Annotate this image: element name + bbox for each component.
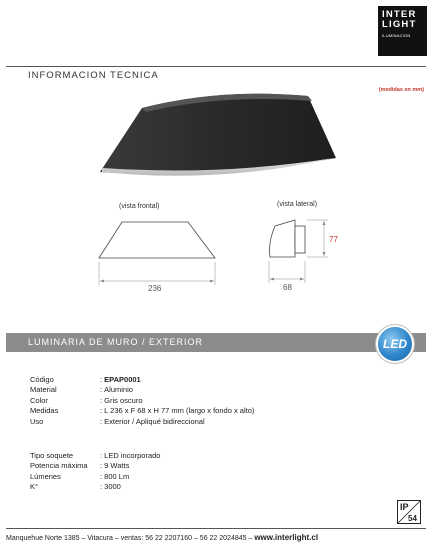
spec-separator: :: [100, 461, 105, 471]
front-view-label: (vista frontal): [119, 203, 160, 210]
spec-value: 3000: [104, 482, 121, 492]
spec-value: L 236 x F 68 x H 77 mm (largo x fondo x alto): [104, 406, 255, 416]
category-bar: [6, 333, 426, 352]
footer-separator: –: [193, 535, 198, 542]
footer-divider: [6, 528, 426, 529]
depth-dimension: 68: [283, 283, 292, 292]
spec-row: [30, 461, 160, 471]
footer-separator: –: [114, 535, 119, 542]
spec-value: LED incorporado: [104, 451, 161, 460]
ip-label: IP: [400, 502, 409, 512]
footer-website-link[interactable]: www.interlight.cl: [254, 533, 319, 542]
led-badge: LED: [376, 325, 414, 363]
spec-row: [30, 482, 160, 492]
spec-row: [30, 396, 254, 406]
spec-value: EPAP0001: [104, 375, 141, 384]
spec-separator: :: [100, 451, 105, 460]
footer-sales-phone: ventas: 56 22 2207160: [120, 535, 192, 542]
footer: [6, 533, 428, 542]
spec-label: Uso: [30, 416, 44, 426]
footer-separator: –: [248, 535, 253, 542]
spec-label: Material: [30, 385, 57, 395]
spec-separator: :: [100, 395, 105, 405]
spec-value: 9 Watts: [104, 461, 130, 471]
brand-line-2: LIGHT: [382, 19, 417, 30]
spec-row: [30, 451, 160, 461]
side-view-shape: [270, 220, 295, 257]
footer-separator: –: [81, 535, 86, 542]
ip-rating-badge: [397, 500, 421, 524]
ip-value: 54: [408, 514, 417, 523]
width-dimension: 236: [148, 284, 162, 293]
units-note: (medidas en mm): [378, 87, 424, 93]
spec-row: [30, 375, 254, 385]
spec-separator: :: [100, 471, 105, 481]
spec-value: Gris oscuro: [104, 395, 143, 405]
category-label: LUMINARIA DE MURO / EXTERIOR: [28, 337, 204, 347]
footer-address: Manquehue Norte 1385: [6, 535, 80, 542]
spec-label: K°: [30, 482, 39, 492]
spec-row: [30, 417, 254, 427]
front-view-shape: [99, 222, 215, 258]
footer-phone-2: 56 22 2024845: [199, 535, 247, 542]
spec-separator: :: [100, 416, 105, 426]
spec-separator: :: [100, 385, 105, 395]
spec-label: Tipo soquete: [30, 451, 74, 460]
spec-label: Potencia máxima: [30, 461, 88, 471]
spec-separator: :: [100, 482, 105, 492]
spec-row: [30, 385, 254, 395]
spec-table-electrical: [30, 451, 160, 493]
spec-value: 800 Lm: [104, 471, 130, 481]
spec-label: Medidas: [30, 406, 59, 416]
spec-label: Color: [30, 395, 48, 405]
spec-label: Lúmenes: [30, 471, 61, 481]
brand-line-3: ILUMINACION: [382, 33, 411, 38]
spec-row: [30, 472, 160, 482]
section-title: INFORMACION TECNICA: [28, 70, 159, 81]
spec-label: Código: [30, 375, 54, 384]
spec-row: [30, 406, 254, 416]
spec-value: Aluminio: [104, 385, 133, 395]
side-view-label: (vista lateral): [277, 201, 318, 208]
spec-separator: :: [100, 406, 105, 416]
spec-separator: :: [100, 375, 105, 384]
brand-line-1: INTER: [382, 9, 417, 20]
spec-table: [30, 375, 254, 427]
spec-value: Exterior / Apliqué bidireccional: [104, 416, 205, 426]
height-dimension: 77: [329, 235, 338, 244]
footer-city: Vitacura: [87, 535, 113, 542]
